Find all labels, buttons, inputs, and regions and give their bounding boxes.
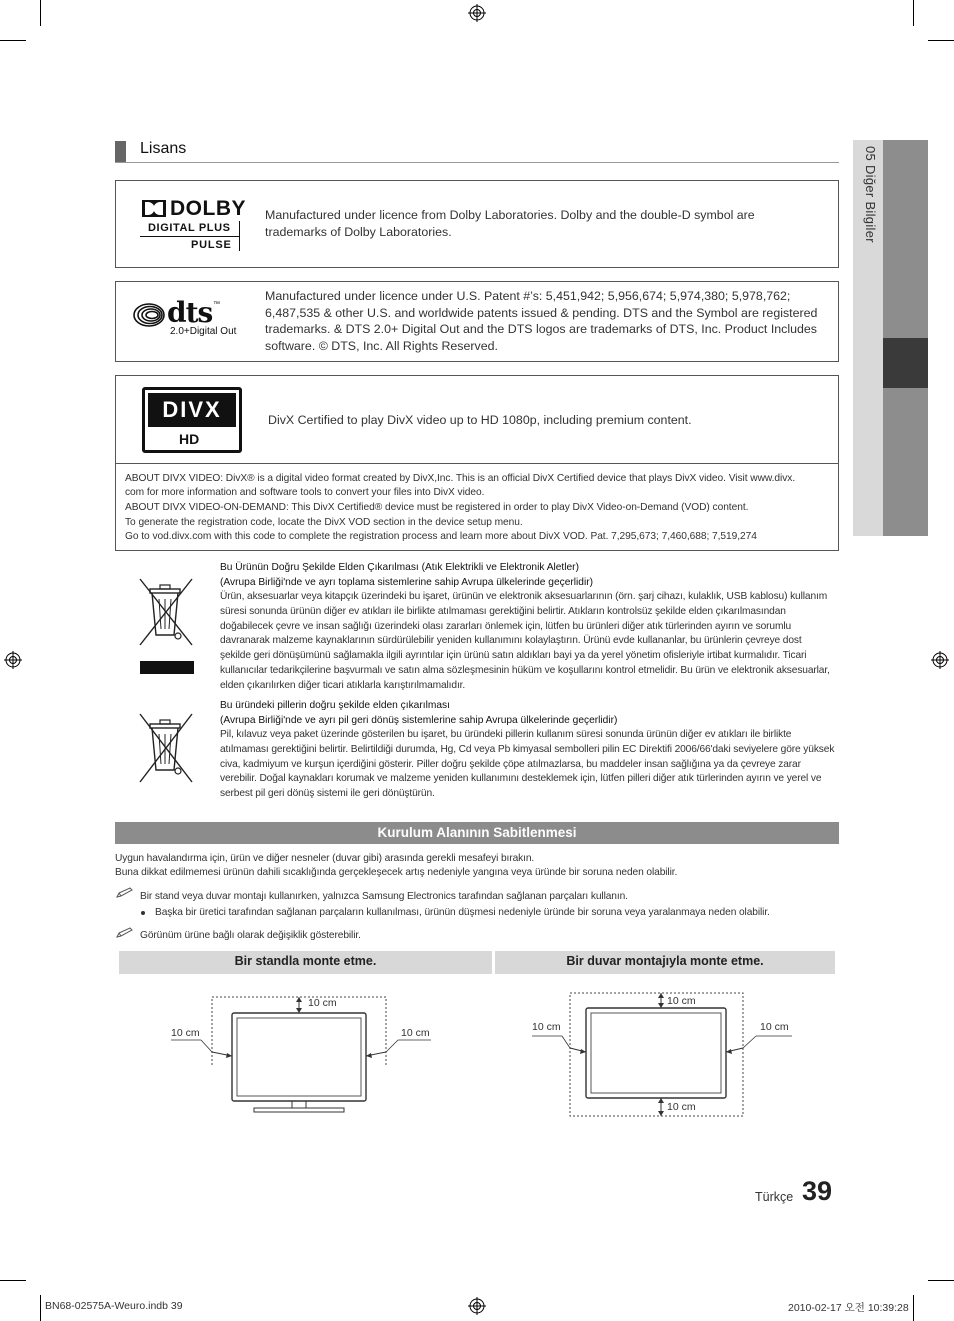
section-rule: [115, 162, 839, 163]
stand-mount-diagram: [165, 990, 440, 1125]
wall-dim-bottom: 10 cm: [667, 1101, 696, 1113]
crop-mark: [913, 1295, 914, 1321]
dolby-logo-sub1: DIGITAL PLUS: [148, 222, 231, 234]
page-number: 39: [802, 1176, 833, 1206]
stand-dim-top: 10 cm: [308, 997, 337, 1009]
wall-dim-right: 10 cm: [760, 1021, 789, 1033]
side-tab-current-marker: [883, 338, 928, 388]
wall-dim-top: 10 cm: [667, 995, 696, 1007]
section-title: Lisans: [140, 140, 187, 157]
crop-mark: [40, 1295, 41, 1321]
dolby-logo-rule: [140, 236, 240, 237]
divx-logo-text: DIVX: [162, 397, 222, 422]
print-timestamp: 2010-02-17 오전 10:39:28: [788, 1302, 909, 1314]
crop-mark: [928, 40, 954, 41]
weee-body: Ürün, aksesuarlar veya kitapçık üzerindeki bu işaret, ürünün ve elektronik aksesuarlarının (örn. şarj cihazı, kulaklık, USB kablosu) kullanım süresi sonunda ürünün diğer ev atıkları ile birlikte atılmaması gerektiğini belirtir. Atıkların kontrolsüz şekilde elden çıkarılmasından doğabilecek çevre ve insan sağlığı üzerindeki olası zararları önlemek için, lütfen bu ürünleri diğer atık türlerinden ayırın ve sorumlu davranarak malzeme kaynaklarının sürdürülebilir yeniden kullanımını kolaylaştırın. Ürünü evde kullananlar, bu ürünlerin çevreye dost şekilde geri dönüşümünü sağlamakla ilgili ayrıntılar için ürünü satın aldıkları bayi ya da yerel yönetim ofisleriyle irtibat kurmalıdır. Ticari kullanıcılar tedarikçilerine başvurmalı ve satın alma sözleşmesinin hüküm ve koşullarını kontrol etmelidir. Bu ürün ve elektronik aksesuarlar, elden çıkarılırken diğer ticari atıklarla karıştırılmamalıdır.: [220, 591, 830, 691]
crop-mark: [928, 1280, 954, 1281]
dts-logo: [133, 296, 243, 344]
install-intro: Buna dikkat edilmemesi ürünün dahili sıcaklığında gerçekleşecek artış nedeniyle yangına veya üründe bir soruna neden olabilir.: [115, 867, 678, 878]
divx-note-line: ABOUT DIVX VIDEO: DivX® is a digital video format created by DivX,Inc. This is an official DivX Certified device that plays DivX video. Visit www.divx.: [125, 473, 796, 484]
stand-dim-right: 10 cm: [401, 1027, 430, 1039]
weee-black-bar: [140, 661, 194, 674]
divx-note-line: Go to vod.divx.com with this code to complete the registration process and learn more about DivX VOD. Pat. 7,295,673; 7,460,688; 7,519,274: [125, 531, 757, 542]
install-note: Görünüm ürüne bağlı olarak değişiklik gösterebilir.: [140, 930, 361, 941]
dolby-logo-rule: [239, 221, 240, 251]
install-intro: Uygun havalandırma için, ürün ve diğer nesneler (duvar gibi) arasında gerekli mesafeyi bırakın.: [115, 853, 535, 864]
divx-note-line: ABOUT DIVX VIDEO-ON-DEMAND: This DivX Certified® device must be registered in order to play DivX Video-on-Demand (VOD) content.: [125, 502, 749, 513]
dolby-logo-text: DOLBY: [170, 197, 246, 220]
wall-mount-heading: Bir duvar montajıyla monte etme.: [495, 951, 835, 974]
stand-mount-heading: Bir standla monte etme.: [119, 951, 492, 974]
battery-subtitle: (Avrupa Birliği'nde ve ayrı pil geri dönüş sistemlerine sahip Avrupa ülkelerinde geçerlidir): [220, 715, 618, 726]
wall-mount-diagram: [530, 988, 800, 1120]
divx-note-line: com for more information and software tools to convert your files into DivX video.: [125, 487, 485, 498]
dts-swirl-icon: [133, 302, 169, 328]
battery-body: Pil, kılavuz veya paket üzerinde gösterilen bu işaret, bu üründeki pillerin kullanım süresi sonunda ürünün diğer ev atıkları ile birlikte atılmaması gerektiğini belirtir. Belirtildiği durumda, Hg, Cd veya Pb kimyasal sembolleri pilin EC Direktifi 2006/66'daki seviyelere göre yüksek civa, kadmiyum ve kurşun içerdiğini gösterir. Piller doğru şekilde çöpe atılmazlarsa, bu maddeler insan sağlığına ya da çevreye zarar verebilir. Doğal kaynakları korumak ve malzeme yeniden kullanımını desteklemek için, lütfen pilleri diğer atık türlerinden ayırın ve yerel ve serbest pil geri dönüş sistemi ile geri dönüştürün.: [220, 729, 835, 800]
double-d-icon: [142, 200, 166, 217]
dolby-logo-sub2: PULSE: [191, 239, 232, 251]
crossed-bin-icon: [138, 577, 198, 659]
dts-logo-sub: 2.0+Digital Out: [170, 326, 237, 337]
divx-logo: [142, 387, 242, 453]
print-file-info: BN68-02575A-Weuro.indb 39: [45, 1300, 183, 1312]
crop-mark: [0, 40, 26, 41]
battery-title: Bu üründeki pillerin doğru şekilde elden çıkarılması: [220, 700, 450, 711]
weee-subtitle: (Avrupa Birliği'nde ve ayrı toplama sistemlerine sahip Avrupa ülkelerinde geçerlidir): [220, 577, 594, 588]
note-pencil-icon: [116, 887, 134, 899]
crop-mark: [40, 0, 41, 26]
note-pencil-icon: [116, 927, 134, 939]
bullet-dot: [141, 911, 145, 915]
registration-mark-icon: [468, 1297, 486, 1315]
stand-dim-left: 10 cm: [171, 1027, 200, 1039]
dts-logo-tm: ™: [213, 301, 220, 308]
dolby-logo: [140, 197, 244, 253]
crop-mark: [913, 0, 914, 26]
dts-license-text: Manufactured under licence under U.S. Patent #’s: 5,451,942; 5,956,674; 5,974,380; 5,978,762; 6,487,535 & other U.S. and worldwide patents issued & pending. DTS and the Symbol are registered trademarks. & DTS 2.0+ Digital Out and the DTS logos are trademarks of DTS, Inc. Product Includes software. © DTS, Inc. All Rights Reserved.: [265, 289, 818, 353]
section-bar: [115, 141, 126, 162]
crossed-battery-bin-icon: [138, 712, 198, 788]
install-section-title: Kurulum Alanının Sabitlenmesi: [115, 822, 839, 844]
dts-logo-text: dts: [167, 296, 213, 329]
side-tab-label: 05 Diğer Bilgiler: [863, 146, 878, 243]
registration-mark-icon: [931, 651, 949, 669]
registration-mark-icon: [4, 651, 22, 669]
divx-logo-sub: HD: [179, 431, 200, 447]
wall-dim-left: 10 cm: [532, 1021, 561, 1033]
weee-title: Bu Ürünün Doğru Şekilde Elden Çıkarılması (Atık Elektrikli ve Elektronik Aletler): [220, 562, 579, 573]
divx-box-divider: [116, 463, 838, 464]
dolby-license-text: Manufactured under licence from Dolby Laboratories. Dolby and the double-D symbol are trademarks of Dolby Laboratories.: [265, 208, 755, 239]
install-bullet: Başka bir üretici tarafından sağlanan parçaların kullanılması, ürünün düşmesi nedeniyle üründe bir soruna veya yaralanmaya neden olabilir.: [155, 907, 770, 918]
footer-language: Türkçe: [755, 1190, 794, 1204]
registration-mark-icon: [468, 4, 486, 22]
divx-note-line: To generate the registration code, locate the DivX VOD section in the device setup menu.: [125, 517, 523, 528]
crop-mark: [0, 1280, 26, 1281]
divx-license-text: DivX Certified to play DivX video up to HD 1080p, including premium content.: [268, 413, 692, 427]
install-note: Bir stand veya duvar montajı kullanırken, yalnızca Samsung Electronics tarafından sağlanan parçaları kullanın.: [140, 891, 628, 902]
